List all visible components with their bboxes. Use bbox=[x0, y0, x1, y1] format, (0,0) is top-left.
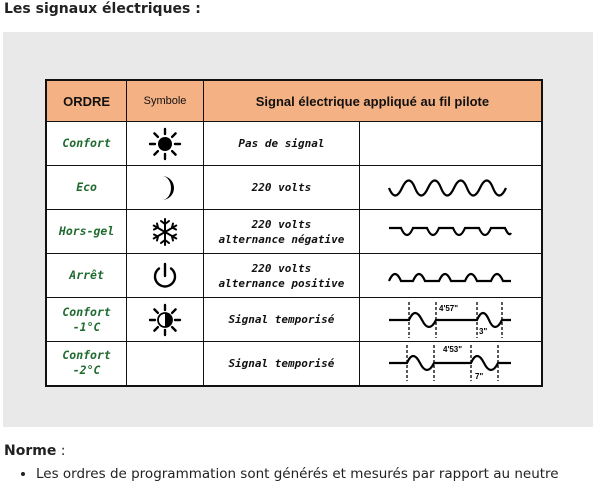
table-row bbox=[46, 166, 542, 210]
desc-line: Pas de signal bbox=[238, 137, 325, 150]
positive-half-waveform bbox=[385, 259, 515, 293]
ordre-label: Arrêt bbox=[69, 268, 104, 282]
signal-waveform-empty bbox=[359, 122, 542, 166]
table-row bbox=[46, 254, 542, 298]
waveform-cell bbox=[359, 210, 542, 254]
wave-label-pulse: 3" bbox=[479, 326, 488, 336]
section-heading: Les signaux électriques : bbox=[4, 1, 201, 17]
ordre-label: Eco bbox=[76, 180, 97, 194]
wave-label-duration: 4'57" bbox=[439, 303, 459, 313]
symbol-cell-empty bbox=[127, 342, 204, 386]
timed-waveform bbox=[385, 300, 515, 340]
wave-label-duration: 4'53" bbox=[443, 345, 463, 355]
ordre-cell bbox=[46, 166, 127, 210]
waveform-cell bbox=[359, 254, 542, 298]
table-header-row bbox=[46, 80, 542, 122]
symbol-cell bbox=[127, 210, 204, 254]
desc-line: 220 volts bbox=[251, 181, 312, 194]
symbol-cell bbox=[127, 122, 204, 166]
negative-half-waveform bbox=[385, 215, 515, 249]
ordre-label: Confort bbox=[62, 304, 111, 319]
desc-line: alternance négative bbox=[218, 232, 345, 246]
list-item: • Les ordres de programmation sont générés et mesurés par rapport au neutre bbox=[36, 466, 559, 482]
waveform-cell bbox=[359, 342, 542, 386]
symbol-cell bbox=[127, 298, 204, 342]
desc-line: Signal temporisé bbox=[228, 313, 335, 326]
desc-line: 220 volts bbox=[251, 217, 312, 231]
power-icon bbox=[150, 261, 180, 291]
ordre-cell bbox=[46, 254, 127, 298]
sun-icon bbox=[148, 127, 182, 161]
signal-description bbox=[203, 298, 359, 342]
desc-line: Signal temporisé bbox=[228, 356, 335, 370]
ordre-cell bbox=[46, 298, 127, 342]
header-signal: Signal électrique appliqué au fil pilote bbox=[203, 80, 542, 122]
signal-description bbox=[203, 166, 359, 210]
norme-list bbox=[18, 466, 559, 482]
header-ordre: ORDRE bbox=[46, 80, 127, 122]
symbol-cell bbox=[127, 166, 204, 210]
waveform-cell bbox=[359, 298, 542, 342]
table-row bbox=[46, 342, 542, 386]
norme-separator: : bbox=[56, 443, 66, 459]
signal-description bbox=[203, 254, 359, 298]
ordre-cell bbox=[46, 342, 127, 386]
header-symbole: Symbole bbox=[127, 80, 204, 122]
desc-line: 220 volts bbox=[251, 261, 312, 275]
ordre-label: Confort bbox=[62, 136, 111, 150]
ordre-label: Confort bbox=[62, 348, 111, 363]
table-row bbox=[46, 122, 542, 166]
ordre-sublabel: -1°C bbox=[72, 319, 101, 334]
waveform-cell bbox=[359, 166, 542, 210]
table-row bbox=[46, 210, 542, 254]
signal-description bbox=[203, 342, 359, 386]
signal-description bbox=[203, 122, 359, 166]
norme-line bbox=[4, 443, 66, 459]
norme-label: Norme bbox=[4, 443, 57, 459]
ordre-cell bbox=[46, 122, 127, 166]
ordre-label: Hors-gel bbox=[58, 224, 115, 238]
symbol-cell bbox=[127, 254, 204, 298]
half-sun-icon bbox=[148, 303, 182, 337]
desc-line: alternance positive bbox=[218, 276, 345, 290]
signal-description bbox=[203, 210, 359, 254]
wave-label-pulse: 7" bbox=[475, 372, 484, 382]
moon-icon bbox=[150, 173, 180, 203]
ordre-cell bbox=[46, 210, 127, 254]
snowflake-icon bbox=[150, 217, 180, 247]
timed-waveform bbox=[385, 343, 515, 383]
signals-table bbox=[45, 79, 543, 387]
sine-waveform bbox=[385, 171, 515, 205]
ordre-sublabel: -2°C bbox=[72, 363, 101, 378]
table-row bbox=[46, 298, 542, 342]
